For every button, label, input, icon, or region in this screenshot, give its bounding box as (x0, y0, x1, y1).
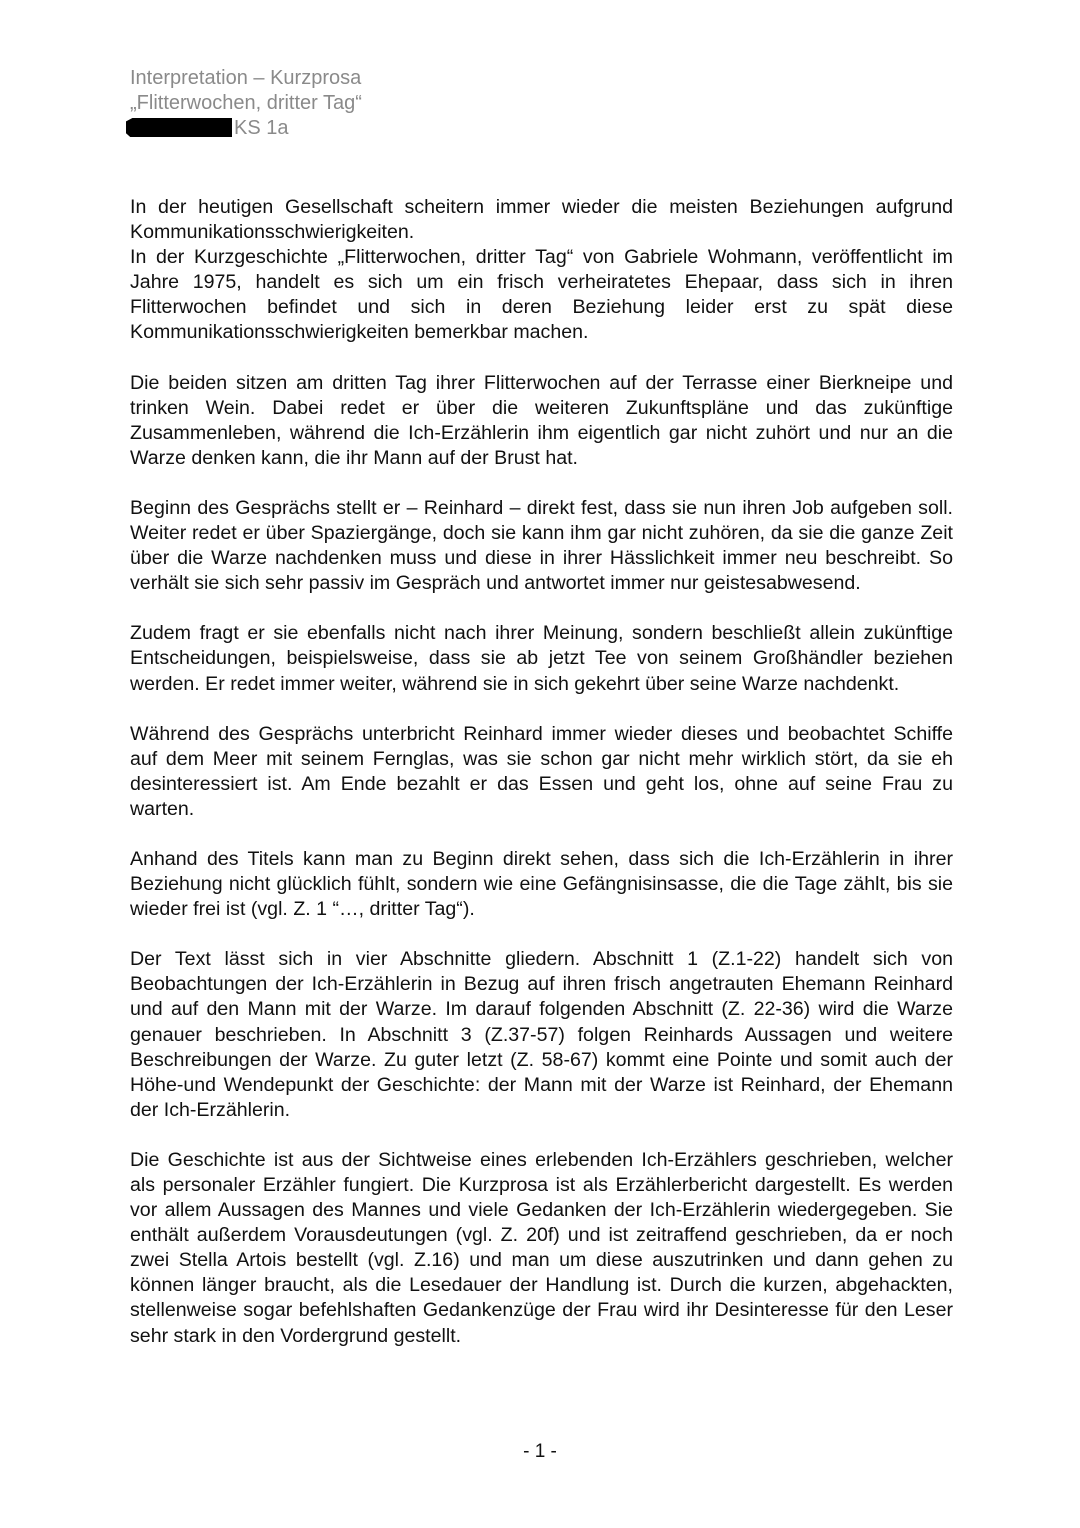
header-course: KS 1a (234, 117, 289, 139)
header-author-line (130, 116, 362, 141)
paragraph-text-info: In der Kurzgeschichte „Flitterwochen, dritter Tag“ von Gabriele Wohmann, veröffentlicht im Jahre 1975, handelt es sich um ein frisch verheiratetes Ehepaar, dass sich in ihren Flitterwochen befindet und sich in deren Beziehung leider erst zu spät diese Kommunikationsschwierigkeiten bemerkbar machen. (130, 246, 953, 344)
paragraph-narrative-perspective: Die Geschichte ist aus der Sichtweise eines erlebenden Ich-Erzählers geschrieben, welcher als personaler Erzähler fungiert. Die Kurzprosa ist als Erzählerbericht dargestellt. Es werden vor allem Aussagen des Mannes und viele Gedanken der Ich-Erzählerin wiedergegeben. Sie enthält außerdem Vorausdeutungen (vgl. Z. 20f) und ist zeitraffend geschrieben, da er noch zwei Stella Artois bestellt (vgl. Z.16) und man um diese auszutrinken und dann gehen zu können länger braucht, als die Lesedauer der Handlung ist. Durch die kurzen, abgehackten, stellenweise sogar befehlshaften Gedankenzüge der Frau wird ihr Desinteresse für den Leser sehr stark in den Vordergrund gestellt. (130, 1148, 953, 1347)
header-title: Interpretation – Kurzprosa (130, 67, 362, 89)
redacted-name-bar (126, 118, 232, 137)
header-subtitle: „Flitterwochen, dritter Tag“ (130, 92, 362, 114)
paragraph-intro: In der heutigen Gesellschaft scheitern immer wieder die meisten Beziehungen aufgrund Kommunikationsschwierigkeiten. (130, 196, 953, 244)
paragraph-conversation-start: Beginn des Gesprächs stellt er – Reinhard – direkt fest, dass sie nun ihren Job aufgeben soll. Weiter redet er über Spaziergänge, doch sie kann ihm gar nicht zuhören, da sie die ganze Zeit über die Warze nachdenken muss und diese in ihrer Hässlichkeit immer neu beschreibt. So verhält sie sich sehr passiv im Gespräch und antwortet immer nur geistesabwesend. (130, 496, 953, 595)
paragraph-title-analysis: Anhand des Titels kann man zu Beginn direkt sehen, dass sich die Ich-Erzählerin in ihrer Beziehung nicht glücklich fühlt, sondern wie eine Gefängnisinsasse, die die Tage zählt, bis sie wieder frei ist (vgl. Z. 1 “…, dritter Tag“). (130, 847, 953, 921)
page-number: - 1 - (523, 1441, 557, 1462)
paragraph-structure: Der Text lässt sich in vier Abschnitte gliedern. Abschnitt 1 (Z.1-22) handelt sich von Beobachtungen der Ich-Erzählerin in Bezug auf ihren frisch angetrauten Ehemann Reinhard und auf den Mann mit der Warze. Im darauf folgenden Abschnitt (Z. 22-36) wird die Warze genauer beschrieben. In Abschnitt 3 (Z.37-57) folgen Reinhards Aussagen und weitere Beschreibungen der Warze. Zu guter letzt (Z. 58-67) kommt eine Pointe und somit auch der Höhe-und Wendepunkt der Geschichte: der Mann mit der Warze ist Reinhard, der Ehemann der Ich-Erzählerin. (130, 948, 953, 1121)
paragraph-situation: Die beiden sitzen am dritten Tag ihrer Flitterwochen auf der Terrasse einer Bierkneipe und trinken Wein. Dabei redet er über die weiteren Zukunftspläne und das zukünftige Zusammenleben, während die Ich-Erzählerin ihm eigentlich gar nicht zuhört und nur an die Warze denken kann, die ihr Mann auf der Brust hat. (130, 371, 953, 469)
document-body (130, 195, 953, 1349)
document-header (130, 66, 362, 141)
paragraph-decisions: Zudem fragt er sie ebenfalls nicht nach ihrer Meinung, sondern beschließt allein zukünftige Entscheidungen, beispielsweise, dass sie ab jetzt Tee von seinem Großhändler beziehen werden. Er redet immer weiter, während sie in sich gekehrt über seine Warze nachdenkt. (130, 622, 953, 695)
paragraph-ending: Während des Gesprächs unterbricht Reinhard immer wieder dieses und beobachtet Schiffe auf dem Meer mit seinem Fernglas, was sie schon gar nicht mehr wirklich stört, da sie eh desinteressiert ist. Am Ende bezahlt er das Essen und geht los, ohne auf seine Frau zu warten. (130, 722, 953, 820)
